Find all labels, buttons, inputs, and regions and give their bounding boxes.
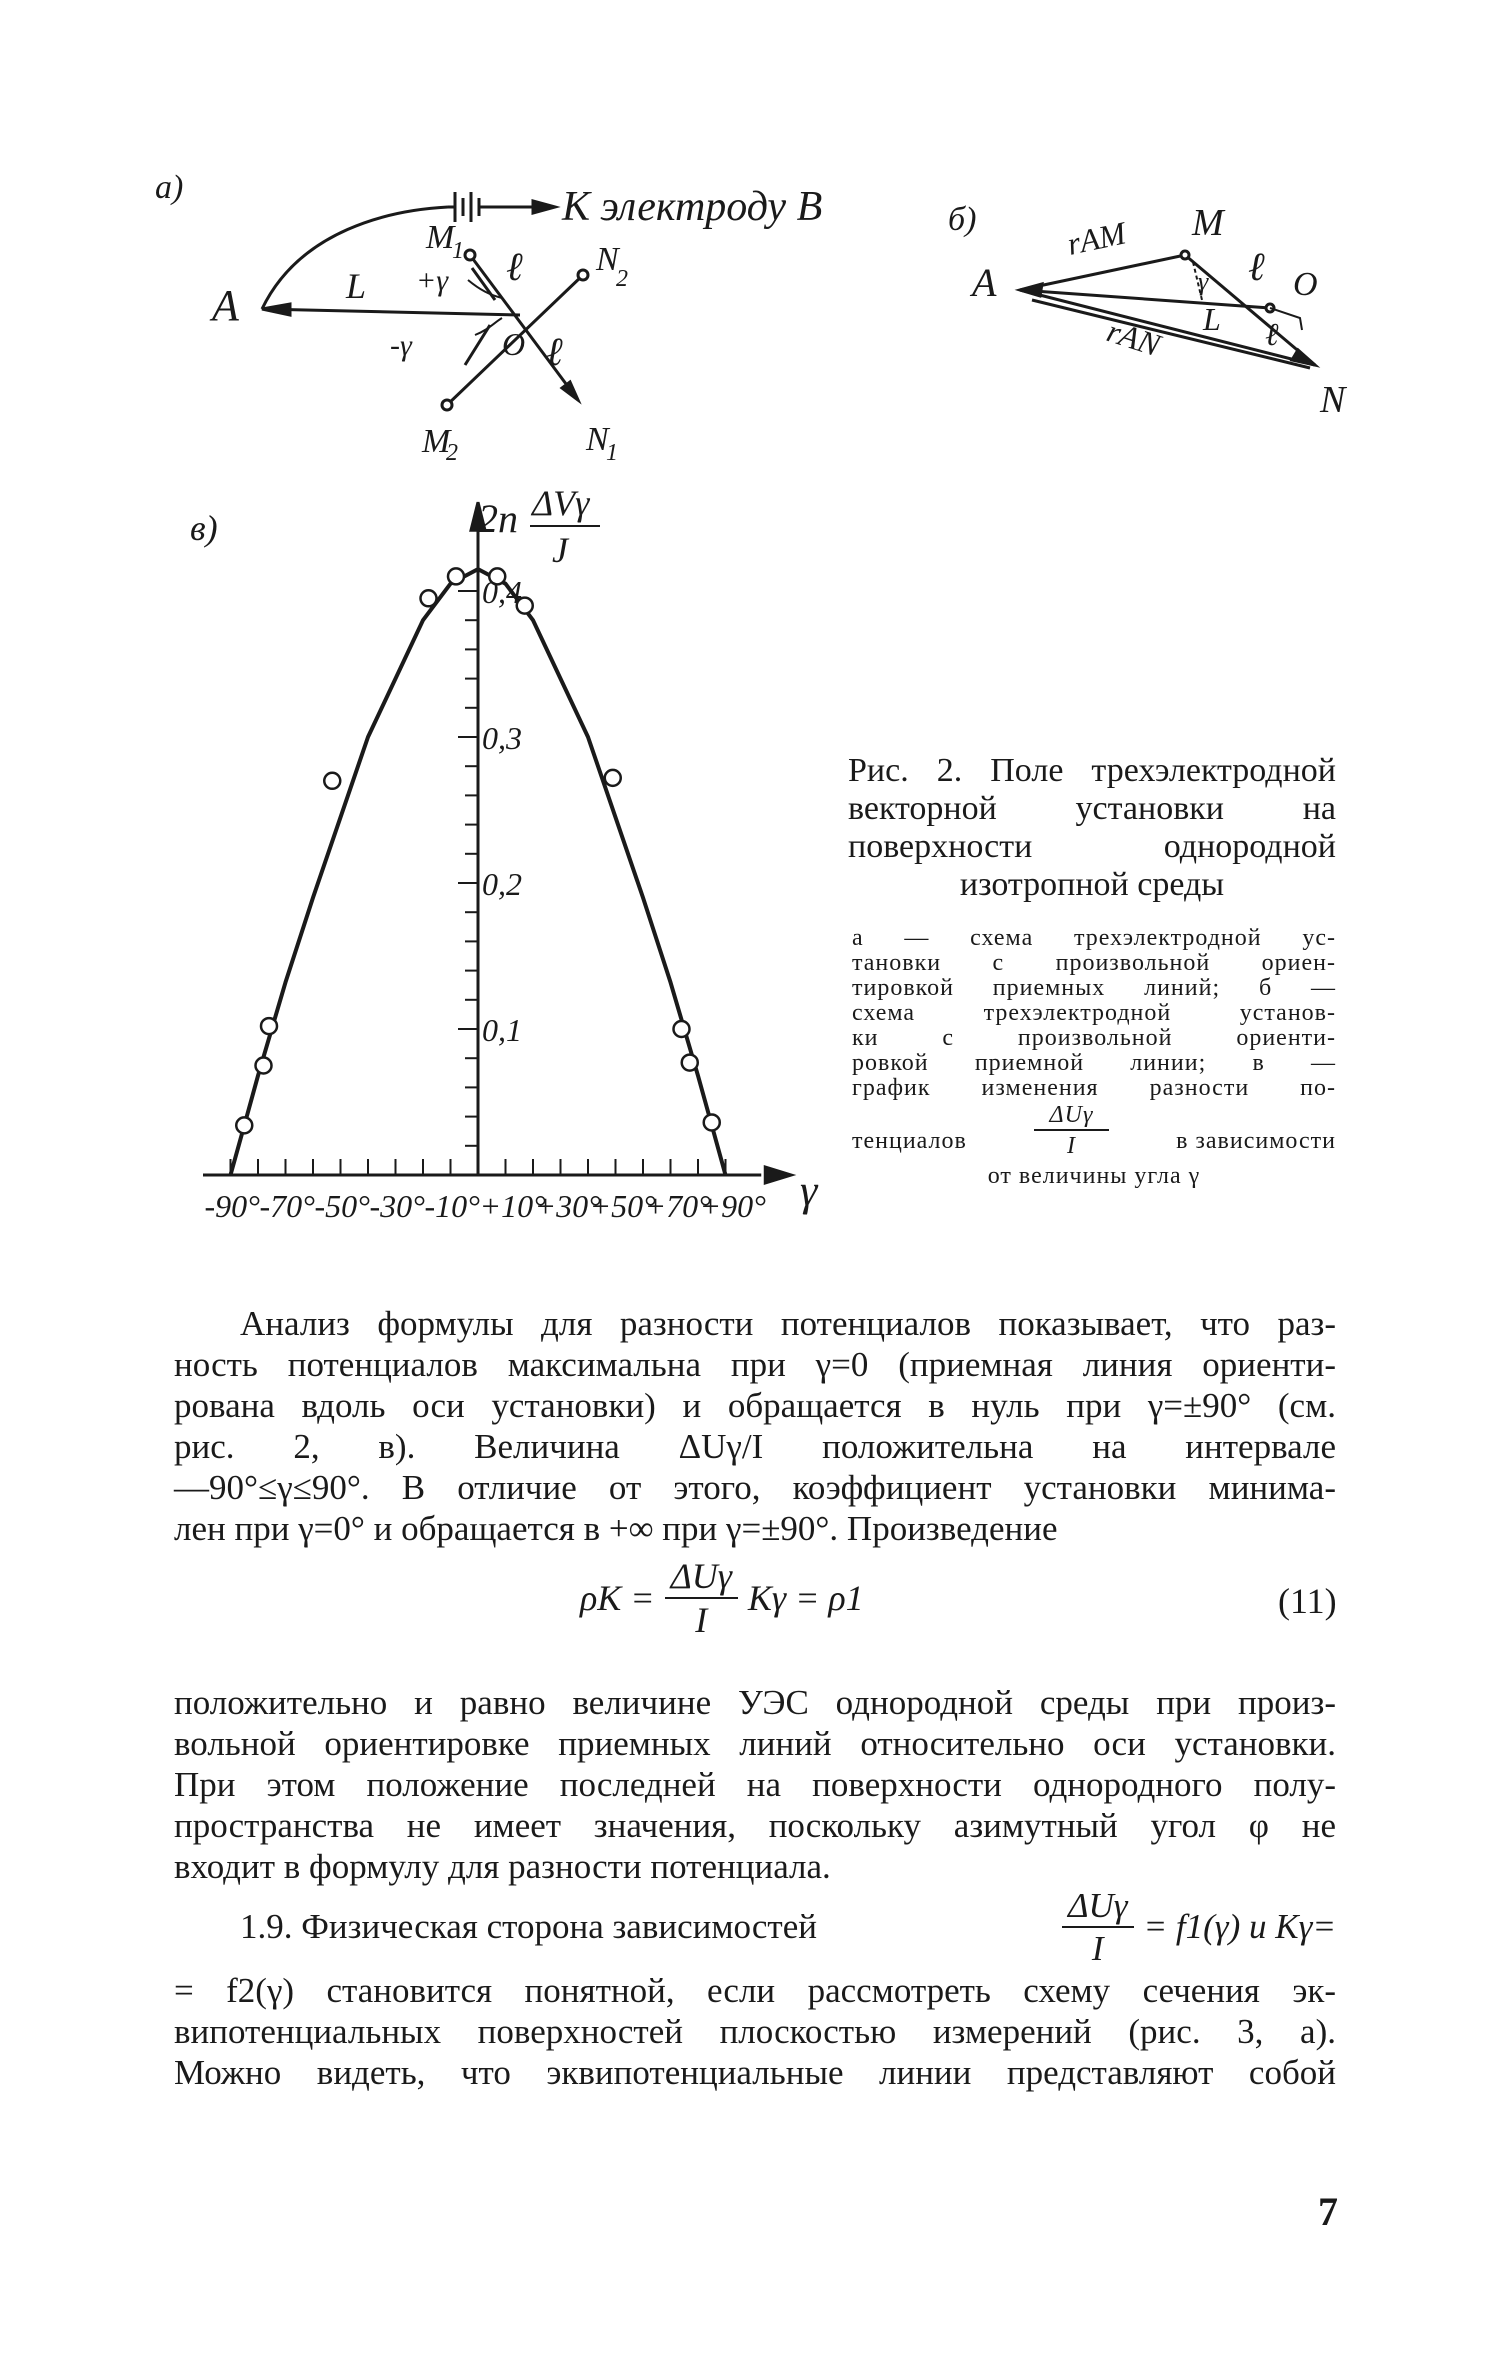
fig-v-panel-label: в) — [190, 508, 218, 548]
para3-formula — [1062, 1888, 1336, 1966]
fig-a-label-L: L — [346, 266, 367, 306]
formula-number: (11) — [1278, 1581, 1337, 1621]
paragraph-3 — [174, 1970, 1336, 2093]
fig-b-label-A: A — [972, 260, 997, 305]
fig-a-label-M1-sub: 1 — [452, 238, 464, 264]
text-line: положительно и равно величине УЭС однородной среды при произ- — [174, 1683, 1336, 1722]
y-tick-label: 0,2 — [482, 866, 522, 902]
x-tick-label: +10° — [479, 1188, 546, 1224]
formula-fraction — [665, 1558, 738, 1638]
fig-b-label-l2: ℓ — [1265, 316, 1279, 352]
formula-num: ΔUγ — [665, 1558, 738, 1599]
fig-b-panel-label: б) — [948, 201, 977, 238]
fig-a-label-M1: M — [426, 219, 455, 256]
text-line: лен при γ=0° и обращается в +∞ при γ=±90°. Произведение — [174, 1509, 1058, 1548]
caption-frac-den: I — [1066, 1133, 1076, 1159]
text-line: пространства не имеет значения, поскольку азимутный угол φ не — [174, 1806, 1336, 1845]
caption-after-frac: в зависимости — [1176, 1128, 1336, 1154]
x-axis-label: γ — [800, 1166, 818, 1215]
x-tick-label: +90° — [699, 1188, 766, 1224]
data-point — [256, 1058, 272, 1074]
y-axis-frac-den: J — [552, 530, 568, 570]
page-number: 7 — [1318, 2189, 1338, 2234]
data-point — [324, 773, 340, 789]
paragraph-1 — [174, 1303, 1336, 1549]
fig-a-label-N1-sub: 1 — [606, 440, 618, 460]
formula-den: I — [695, 1600, 708, 1640]
text-line: випотенциальных поверхностей плоскостью измерений (рис. 3, а). — [174, 2012, 1336, 2051]
paragraph-3-first-line — [240, 1888, 1336, 1966]
fig-a-panel-label: а) — [155, 170, 184, 206]
x-tick-label: +30° — [534, 1188, 601, 1224]
caption-fraction — [1034, 1103, 1110, 1158]
fig-a-label-M2: M — [422, 423, 451, 460]
text-line: вольной ориентировке приемных линий относительно оси установки. — [174, 1724, 1336, 1763]
caption-line: а — схема трехэлектродной ус- — [852, 925, 1336, 951]
y-axis-label: 2п — [478, 496, 518, 541]
para3-after: = f1(γ) и Kγ= — [1143, 1907, 1336, 1946]
data-point — [236, 1117, 252, 1133]
fig-a-label-N2-sub: 2 — [616, 266, 628, 292]
fig-b-label-l: ℓ — [1248, 244, 1265, 289]
para3-start: 1.9. Физическая сторона зависимостей — [240, 1907, 817, 1946]
caption-line: тановки с произвольной ориен- — [852, 950, 1336, 976]
text-line: Можно видеть, что эквипотенциальные линии представляют собой — [174, 2053, 1336, 2092]
formula-lhs: ρK = — [580, 1578, 655, 1618]
figure-b — [930, 190, 1350, 420]
caption-frac-num: ΔUγ — [1034, 1103, 1110, 1131]
fig-a-label-l-top: ℓ — [506, 244, 523, 289]
formula-11 — [580, 1558, 864, 1638]
paragraph-2 — [174, 1682, 1336, 1887]
caption-last-line: от величины угла γ — [987, 1163, 1201, 1189]
text-line: Анализ формулы для разности потенциалов показывает, что раз- — [240, 1304, 1336, 1343]
caption-line: график изменения разности по- — [852, 1075, 1336, 1101]
data-point — [448, 568, 464, 584]
fig-a-label-M2-sub: 2 — [446, 440, 458, 460]
data-point — [421, 590, 437, 606]
text-line: рована вдоль оси установки) и обращается в нуль при γ=±90° (см. — [174, 1386, 1336, 1425]
x-tick-label: -30° — [369, 1188, 425, 1224]
text-line: рис. 2, в). Величина ΔUγ/I положительна на интервале — [174, 1427, 1336, 1466]
x-tick-label: -50° — [314, 1188, 370, 1224]
figure-caption-title: Рис. 2. Поле трехэлектродной векторной установки на поверхности однородной изотропной среды — [848, 752, 1336, 903]
y-tick-label: 0,1 — [482, 1012, 522, 1048]
fig-a-label-plus-gamma: +γ — [416, 264, 449, 297]
data-point — [704, 1114, 720, 1130]
data-point — [605, 770, 621, 786]
para3-fraction — [1062, 1888, 1134, 1966]
fig-b-label-gamma: γ — [1198, 267, 1209, 296]
fig-a-label-N2: N — [596, 241, 619, 278]
fig-b-label-N: N — [1320, 379, 1346, 420]
text-line: = f2(γ) становится понятной, если рассмотреть схему сечения эк- — [174, 1971, 1336, 2010]
fig-b-label-rAN: rAN — [1102, 312, 1165, 364]
fig-b-label-O: O — [1293, 266, 1318, 303]
fig-a-label-A: A — [212, 281, 239, 330]
text-line: ность потенциалов максимальна при γ=0 (приемная линия ориенти- — [174, 1345, 1336, 1384]
figure-v-chart — [160, 470, 840, 1240]
text-line: При этом положение последней на поверхности однородного полу- — [174, 1765, 1336, 1804]
x-tick-label: -70° — [259, 1188, 315, 1224]
x-tick-label: -90° — [204, 1188, 260, 1224]
caption-frac-line — [852, 1103, 1336, 1158]
figure-caption-body — [852, 926, 1336, 1189]
x-axis-arrow — [765, 1167, 791, 1183]
caption-line: тировкой приемных линий; б — — [852, 975, 1336, 1001]
fig-a-label-N1: N — [586, 421, 609, 458]
caption-before-frac: тенциалов — [852, 1128, 967, 1154]
text-line: входит в формулу для разности потенциала. — [174, 1847, 831, 1886]
para3-frac-num: ΔUγ — [1062, 1888, 1134, 1928]
data-point — [674, 1021, 690, 1037]
line-A-M — [1020, 255, 1185, 290]
fig-a-label-minus-gamma: -γ — [390, 329, 412, 362]
fig-b-label-M: M — [1192, 202, 1224, 244]
fig-b-label-L: L — [1203, 301, 1221, 337]
caption-line: схема трехэлектродной установ- — [852, 1000, 1336, 1026]
caption-line: ровкой приемной линии; в — — [852, 1050, 1336, 1076]
para3-frac-den: I — [1091, 1929, 1104, 1968]
caption-line: ки с произвольной ориенти- — [852, 1025, 1336, 1051]
figure-a — [150, 170, 910, 460]
line-AO — [262, 309, 520, 315]
y-axis-frac-num: ΔVγ — [532, 483, 590, 523]
fig-a-label-O: O — [502, 326, 526, 362]
fig-a-electrode-label: К электроду B — [562, 184, 823, 230]
x-tick-label: +50° — [589, 1188, 656, 1224]
y-tick-label: 0,4 — [482, 574, 522, 610]
formula-rhs: Kγ = ρ1 — [747, 1578, 864, 1618]
text-line: —90°≤γ≤90°. В отличие от этого, коэффициент установки минима- — [174, 1468, 1336, 1507]
data-point — [261, 1018, 277, 1034]
x-tick-label: +70° — [644, 1188, 711, 1224]
fig-b-label-rAM: rAM — [1063, 214, 1129, 262]
x-tick-label: -10° — [424, 1188, 480, 1224]
y-tick-label: 0,3 — [482, 720, 522, 756]
data-point — [682, 1055, 698, 1071]
fig-a-label-l-bottom: ℓ — [546, 329, 563, 374]
arrow-A — [262, 304, 290, 315]
